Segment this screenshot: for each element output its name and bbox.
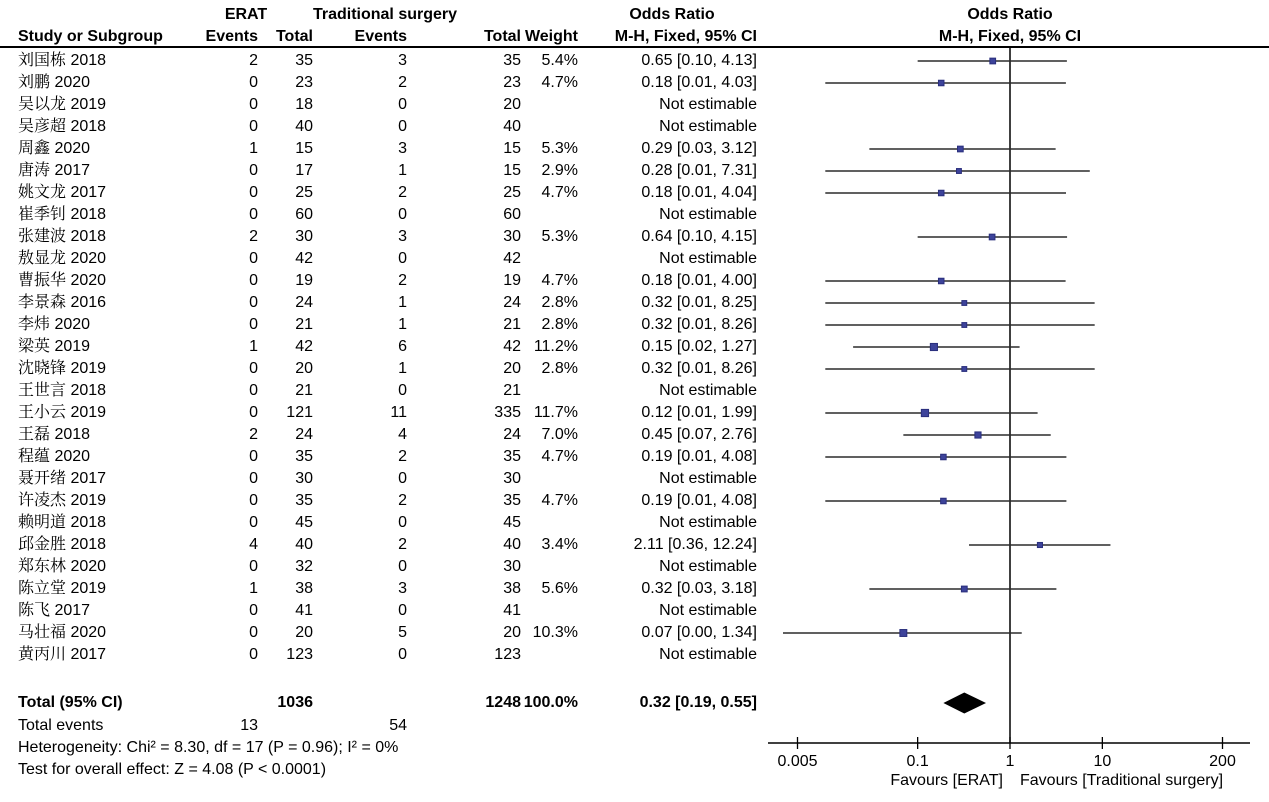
x-tick-label: 1 (1005, 753, 1015, 770)
erat-total: 17 (295, 162, 313, 179)
trad-total: 19 (503, 272, 521, 289)
study-name: 邱金胜 2018 (18, 536, 107, 553)
study-name: 王磊 2018 (18, 426, 91, 443)
erat-total: 40 (295, 118, 313, 135)
trad-total: 35 (503, 52, 521, 69)
erat-events: 0 (249, 96, 258, 113)
trad-total: 335 (494, 404, 521, 421)
study-name: 马壮福 2020 (18, 624, 107, 641)
effect-marker (938, 278, 944, 284)
weight-value: 10.3% (532, 624, 578, 641)
trad-total: 21 (503, 316, 521, 333)
trad-events: 0 (398, 118, 407, 135)
trad-events: 2 (398, 184, 407, 201)
weight-value: 4.7% (541, 448, 578, 465)
trad-total: 25 (503, 184, 521, 201)
erat-total: 35 (295, 492, 313, 509)
trad-events: 1 (398, 162, 407, 179)
erat-total: 21 (295, 382, 313, 399)
or-ci-text: 0.18 [0.01, 4.00] (641, 272, 757, 289)
trad-events: 1 (398, 294, 407, 311)
or-ci-text: 2.11 [0.36, 12.24] (633, 536, 757, 553)
weight-value: 4.7% (541, 184, 578, 201)
trad-events: 1 (398, 360, 407, 377)
or-ci-text: Not estimable (659, 602, 757, 619)
trad-events: 3 (398, 228, 407, 245)
or-ci-text: Not estimable (659, 250, 757, 267)
plot-subtitle-mh-ci: M-H, Fixed, 95% CI (938, 28, 1082, 45)
study-name: 沈晓锋 2019 (18, 360, 107, 377)
erat-total: 121 (286, 404, 313, 421)
or-ci-text: Not estimable (659, 558, 757, 575)
trad-total: 30 (503, 228, 521, 245)
weight-value: 2.8% (541, 316, 578, 333)
erat-events: 0 (249, 448, 258, 465)
trad-total: 38 (503, 580, 521, 597)
total-events-trad: 54 (389, 717, 407, 734)
x-tick-label: 10 (1093, 753, 1112, 770)
trad-total: 30 (503, 558, 521, 575)
trad-events: 3 (398, 140, 407, 157)
study-name: 周鑫 2020 (18, 140, 91, 157)
trad-events: 2 (398, 448, 407, 465)
erat-total: 30 (295, 228, 313, 245)
erat-events: 0 (249, 382, 258, 399)
or-ci-text: 0.07 [0.00, 1.34] (641, 624, 757, 641)
erat-total: 42 (295, 338, 313, 355)
effect-marker (900, 630, 907, 637)
effect-marker (975, 432, 981, 438)
erat-events: 0 (249, 624, 258, 641)
or-ci-text: 0.29 [0.03, 3.12] (641, 140, 757, 157)
erat-total: 35 (295, 448, 313, 465)
erat-total: 23 (295, 74, 313, 91)
or-ci-text: 0.12 [0.01, 1.99] (641, 404, 757, 421)
study-name: 崔季钊 2018 (18, 206, 107, 223)
col-group-traditional: Traditional surgery (312, 6, 458, 23)
weight-value: 5.6% (541, 580, 578, 597)
or-ci-text: Not estimable (659, 646, 757, 663)
weight-value: 3.4% (541, 536, 578, 553)
trad-events: 0 (398, 470, 407, 487)
effect-marker (956, 169, 961, 174)
or-ci-text: 0.19 [0.01, 4.08] (641, 492, 757, 509)
or-ci-text: Not estimable (659, 206, 757, 223)
trad-events: 0 (398, 250, 407, 267)
trad-events: 0 (398, 646, 407, 663)
erat-total: 25 (295, 184, 313, 201)
total-row-label: Total (95% CI) (18, 694, 123, 711)
erat-events: 0 (249, 470, 258, 487)
favours-right-label: Favours [Traditional surgery] (1020, 772, 1224, 789)
erat-events: 2 (249, 426, 258, 443)
effect-marker (938, 190, 944, 196)
study-name: 吴彦超 2018 (18, 118, 107, 135)
study-name: 陈立堂 2019 (18, 580, 107, 597)
effect-marker (921, 409, 928, 416)
or-ci-text: Not estimable (659, 514, 757, 531)
trad-events: 6 (398, 338, 407, 355)
erat-total: 21 (295, 316, 313, 333)
trad-total: 15 (503, 140, 521, 157)
col-header-study: Study or Subgroup (18, 28, 163, 45)
erat-events: 2 (249, 52, 258, 69)
total-trad-total: 1248 (485, 694, 521, 711)
or-ci-text: 0.32 [0.01, 8.26] (641, 360, 757, 377)
erat-events: 0 (249, 404, 258, 421)
effect-marker (938, 80, 944, 86)
effect-marker (941, 454, 947, 460)
effect-marker (962, 367, 967, 372)
or-ci-text: Not estimable (659, 470, 757, 487)
col-group-odds-ratio-left: Odds Ratio (629, 6, 715, 23)
col-header-mh-ci: M-H, Fixed, 95% CI (614, 28, 757, 45)
effect-marker (930, 343, 937, 350)
trad-total: 24 (503, 426, 521, 443)
x-tick-label: 0.005 (777, 753, 818, 770)
weight-value: 2.9% (541, 162, 578, 179)
total-weight: 100.0% (523, 694, 578, 711)
total-events-erat: 13 (240, 717, 258, 734)
trad-events: 2 (398, 272, 407, 289)
effect-marker (957, 146, 963, 152)
study-name: 许凌杰 2019 (18, 492, 107, 509)
trad-total: 15 (503, 162, 521, 179)
erat-total: 24 (295, 294, 313, 311)
erat-events: 0 (249, 118, 258, 135)
erat-total: 40 (295, 536, 313, 553)
or-ci-text: 0.32 [0.01, 8.26] (641, 316, 757, 333)
trad-total: 42 (503, 250, 521, 267)
effect-marker (1037, 542, 1042, 547)
study-name: 李炜 2020 (18, 316, 91, 333)
weight-value: 11.2% (533, 338, 578, 355)
effect-marker (989, 234, 995, 240)
trad-total: 20 (503, 96, 521, 113)
or-ci-text: 0.19 [0.01, 4.08] (641, 448, 757, 465)
erat-total: 15 (295, 140, 313, 157)
or-ci-text: 0.18 [0.01, 4.04] (641, 184, 757, 201)
trad-events: 0 (398, 558, 407, 575)
trad-events: 3 (398, 52, 407, 69)
erat-events: 0 (249, 558, 258, 575)
erat-events: 2 (249, 228, 258, 245)
study-name: 吴以龙 2019 (18, 96, 107, 113)
study-name: 唐涛 2017 (18, 162, 91, 179)
favours-left-label: Favours [ERAT] (890, 772, 1003, 789)
trad-total: 42 (503, 338, 521, 355)
effect-marker (990, 58, 996, 64)
trad-events: 0 (398, 382, 407, 399)
erat-total: 42 (295, 250, 313, 267)
trad-total: 24 (503, 294, 521, 311)
trad-total: 123 (494, 646, 521, 663)
erat-total: 45 (295, 514, 313, 531)
trad-total: 60 (503, 206, 521, 223)
total-erat-total: 1036 (277, 694, 313, 711)
erat-events: 0 (249, 360, 258, 377)
weight-value: 2.8% (541, 294, 578, 311)
weight-value: 5.3% (541, 140, 578, 157)
col-header-trad-events: Events (354, 28, 407, 45)
col-group-erat: ERAT (224, 6, 268, 23)
weight-value: 4.7% (541, 492, 578, 509)
study-name: 张建波 2018 (18, 228, 107, 245)
study-name: 程蕴 2020 (18, 448, 91, 465)
erat-total: 41 (295, 602, 313, 619)
erat-events: 0 (249, 206, 258, 223)
study-name: 敖显龙 2020 (18, 250, 107, 267)
trad-events: 0 (398, 602, 407, 619)
trad-total: 40 (503, 536, 521, 553)
erat-events: 0 (249, 514, 258, 531)
study-name: 梁英 2019 (18, 338, 91, 355)
erat-total: 20 (295, 360, 313, 377)
or-ci-text: Not estimable (659, 96, 757, 113)
col-header-erat-events: Events (205, 28, 258, 45)
or-ci-text: Not estimable (659, 382, 757, 399)
heterogeneity-stats: Heterogeneity: Chi² = 8.30, df = 17 (P = 0.96); I² = 0% (18, 739, 399, 756)
weight-value: 2.8% (541, 360, 578, 377)
trad-total: 21 (503, 382, 521, 399)
pooled-diamond (943, 693, 986, 714)
erat-events: 0 (249, 184, 258, 201)
weight-value: 4.7% (541, 272, 578, 289)
erat-total: 20 (295, 624, 313, 641)
col-header-erat-total: Total (275, 28, 313, 45)
effect-marker (961, 586, 967, 592)
or-ci-text: 0.28 [0.01, 7.31] (641, 162, 757, 179)
erat-total: 38 (295, 580, 313, 597)
study-name: 王小云 2019 (18, 404, 107, 421)
col-header-weight: Weight (524, 28, 578, 45)
erat-events: 0 (249, 294, 258, 311)
or-ci-text: Not estimable (659, 118, 757, 135)
trad-total: 45 (503, 514, 521, 531)
trad-events: 1 (398, 316, 407, 333)
trad-events: 2 (398, 74, 407, 91)
plot-title-odds-ratio: Odds Ratio (967, 6, 1053, 23)
erat-events: 0 (249, 602, 258, 619)
weight-value: 4.7% (541, 74, 578, 91)
weight-value: 7.0% (541, 426, 578, 443)
total-ci-text: 0.32 [0.19, 0.55] (639, 694, 757, 711)
erat-total: 18 (295, 96, 313, 113)
trad-events: 0 (398, 206, 407, 223)
erat-events: 0 (249, 74, 258, 91)
study-name: 刘鹏 2020 (18, 74, 91, 91)
erat-total: 24 (295, 426, 313, 443)
trad-total: 40 (503, 118, 521, 135)
erat-total: 123 (286, 646, 313, 663)
study-name: 曹振华 2020 (18, 272, 107, 289)
study-name: 黄丙川 2017 (18, 646, 107, 663)
effect-marker (962, 301, 967, 306)
study-name: 刘国栋 2018 (18, 52, 107, 69)
or-ci-text: 0.18 [0.01, 4.03] (641, 74, 757, 91)
effect-marker (941, 498, 947, 504)
erat-events: 0 (249, 250, 258, 267)
erat-total: 30 (295, 470, 313, 487)
erat-total: 19 (295, 272, 313, 289)
erat-events: 1 (249, 338, 258, 355)
or-ci-text: 0.45 [0.07, 2.76] (641, 426, 757, 443)
total-events-label: Total events (18, 717, 104, 734)
study-name: 聂开绪 2017 (18, 470, 107, 487)
effect-marker (962, 323, 967, 328)
weight-value: 5.3% (541, 228, 578, 245)
overall-effect-stats: Test for overall effect: Z = 4.08 (P < 0.0001) (18, 761, 327, 778)
col-header-trad-total: Total (483, 28, 521, 45)
study-name: 李景森 2016 (18, 294, 107, 311)
weight-value: 5.4% (541, 52, 578, 69)
study-name: 姚文龙 2017 (18, 184, 107, 201)
study-name: 王世言 2018 (18, 382, 107, 399)
or-ci-text: 0.32 [0.03, 3.18] (641, 580, 757, 597)
trad-events: 0 (398, 514, 407, 531)
trad-events: 0 (398, 96, 407, 113)
erat-events: 0 (249, 272, 258, 289)
x-tick-label: 0.1 (906, 753, 929, 770)
study-name: 赖明道 2018 (18, 514, 107, 531)
study-name: 陈飞 2017 (18, 602, 91, 619)
trad-total: 35 (503, 448, 521, 465)
x-tick-label: 200 (1209, 753, 1236, 770)
or-ci-text: 0.15 [0.02, 1.27] (641, 338, 757, 355)
trad-total: 23 (503, 74, 521, 91)
trad-total: 41 (503, 602, 521, 619)
erat-events: 1 (249, 580, 258, 597)
trad-events: 2 (398, 536, 407, 553)
erat-events: 1 (249, 140, 258, 157)
or-ci-text: 0.65 [0.10, 4.13] (641, 52, 757, 69)
trad-total: 30 (503, 470, 521, 487)
erat-events: 0 (249, 316, 258, 333)
trad-events: 5 (398, 624, 407, 641)
erat-total: 35 (295, 52, 313, 69)
trad-total: 20 (503, 360, 521, 377)
erat-events: 4 (249, 536, 258, 553)
or-ci-text: 0.32 [0.01, 8.25] (641, 294, 757, 311)
erat-events: 0 (249, 646, 258, 663)
trad-events: 11 (390, 404, 407, 421)
weight-value: 11.7% (533, 404, 578, 421)
erat-events: 0 (249, 492, 258, 509)
erat-total: 60 (295, 206, 313, 223)
trad-total: 20 (503, 624, 521, 641)
study-name: 郑东林 2020 (18, 558, 107, 575)
or-ci-text: 0.64 [0.10, 4.15] (641, 228, 757, 245)
trad-total: 35 (503, 492, 521, 509)
trad-events: 4 (398, 426, 407, 443)
trad-events: 3 (398, 580, 407, 597)
erat-total: 32 (295, 558, 313, 575)
erat-events: 0 (249, 162, 258, 179)
trad-events: 2 (398, 492, 407, 509)
